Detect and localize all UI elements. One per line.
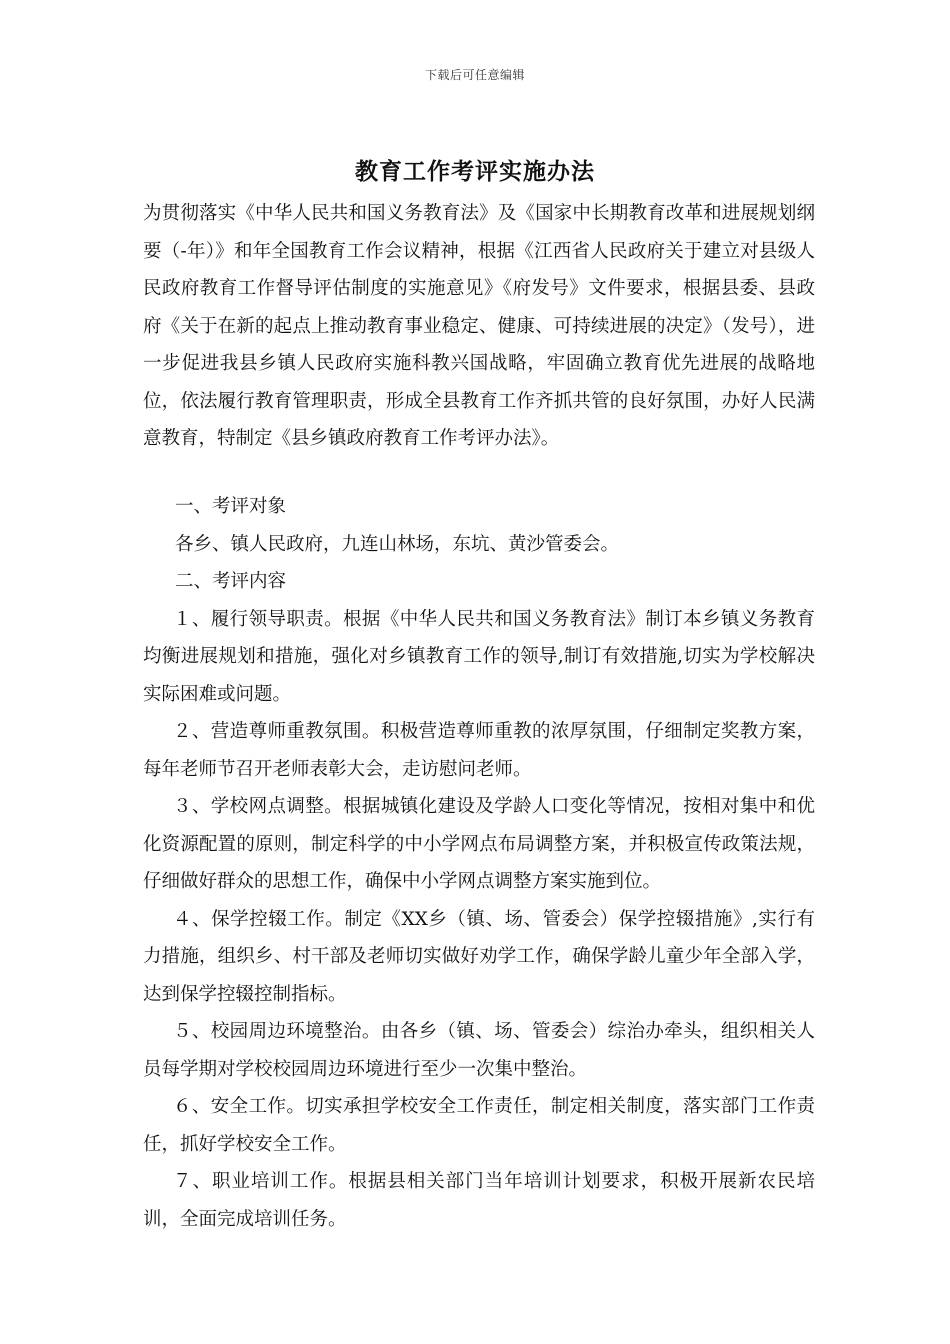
- intro-paragraph: 为贯彻落实《中华人民共和国义务教育法》及《国家中长期教育改革和进展规划纲要（-年）》和年全国教育工作会议精神，根据《江西省人民政府关于建立对县级人民政府教育工作督导评估制度的实施意见》《府发号》文件要求，根据县委、县政府《关于在新的起点上推动教育事业稳定、健康、可持续进展的决定》（发号），进一步促进我县乡镇人民政府实施科教兴国战略，牢固确立教育优先进展的战略地位，依法履行教育管理职责，形成全县教育工作齐抓共管的良好氛围，办好人民满意教育，特制定《县乡镇政府教育工作考评办法》。: [143, 203, 815, 449]
- section-heading-1: 一、考评对象: [175, 496, 287, 517]
- section-body-1: 各乡、镇人民政府，九连山林场，东坑、黄沙管委会。: [175, 533, 620, 555]
- list-item: ３、学校网点调整。根据城镇化建设及学龄人口变化等情况，按相对集中和优化资源配置的原则，制定科学的中小学网点布局调整方案，并积极宣传政策法规，仔细做好群众的思想工作，确保中小学网点调整方案实施到位。: [143, 796, 815, 892]
- section-heading-2: 二、考评内容: [175, 571, 287, 592]
- document-title: 教育工作考评实施办法: [355, 158, 595, 185]
- sections-container: [143, 488, 815, 1238]
- list-item: ６、安全工作。切实承担学校安全工作责任，制定相关制度，落实部门工作责任，抓好学校安全工作。: [143, 1096, 815, 1155]
- header-note: 下载后可任意编辑: [424, 68, 525, 82]
- list-item: ２、营造尊师重教氛围。积极营造尊师重教的浓厚氛围，仔细制定奖教方案，每年老师节召开老师表彰大会，走访慰问老师。: [143, 721, 815, 780]
- list-item: ５、校园周边环境整治。由各乡（镇、场、管委会）综治办牵头，组织相关人员每学期对学校校园周边环境进行至少一次集中整治。: [143, 1021, 815, 1080]
- list-item: ７、职业培训工作。根据县相关部门当年培训计划要求，积极开展新农民培训，全面完成培训任务。: [143, 1171, 815, 1230]
- list-item: １、履行领导职责。根据《中华人民共和国义务教育法》制订本乡镇义务教育均衡进展规划和措施，强化对乡镇教育工作的领导,制订有效措施,切实为学校解决实际困难或问题。: [143, 608, 815, 705]
- list-item: ４、保学控辍工作。制定《XX乡（镇、场、管委会）保学控辍措施》,实行有力措施，组织乡、村干部及老师切实做好劝学工作，确保学龄儿童少年全部入学，达到保学控辍控制指标。: [143, 908, 815, 1005]
